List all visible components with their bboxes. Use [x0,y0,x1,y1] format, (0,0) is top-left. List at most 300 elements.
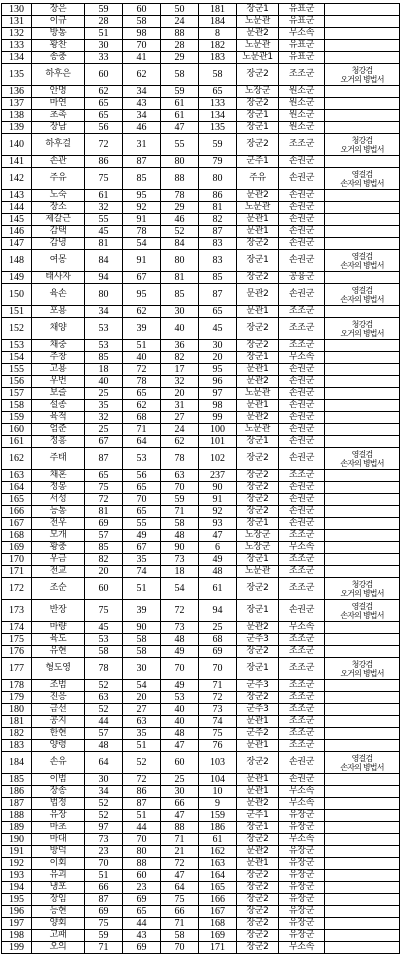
officer-items-cell [325,942,400,954]
officer-faction-cell: 조조군 [279,578,325,600]
table-row [2,412,400,424]
stat-2-cell: 56 [123,470,161,482]
officer-name-cell: 고용 [32,364,85,376]
officer-class-cell: 노장군 [237,530,279,542]
officer-name-cell: 채중 [32,340,85,352]
stat-3-cell: 70 [161,658,199,680]
officer-items-cell [325,740,400,752]
stat-4-cell: 20 [199,352,237,364]
officer-name-cell: 유현 [32,646,85,658]
stat-1-cell: 55 [85,214,123,226]
stat-2-cell: 91 [123,250,161,272]
officer-id-cell: 149 [2,272,32,284]
officer-name-cell: 이범 [32,774,85,786]
officer-items-cell [325,646,400,658]
officer-faction-cell: 손권군 [279,190,325,202]
stat-1-cell: 60 [85,578,123,600]
stat-1-cell: 81 [85,238,123,250]
stat-1-cell: 23 [85,846,123,858]
officer-items-cell [325,566,400,578]
officer-class-cell: 장군2 [237,318,279,340]
officer-items-cell [325,388,400,400]
officer-faction-cell: 조조군 [279,306,325,318]
stat-1-cell: 34 [85,306,123,318]
officer-id-cell: 178 [2,680,32,692]
stat-3-cell: 36 [161,340,199,352]
officer-name-cell: 전우 [32,518,85,530]
officer-class-cell: 문관1 [237,364,279,376]
officer-items-cell [325,52,400,64]
officer-name-cell: 방통 [32,28,85,40]
officer-class-cell: 군주3 [237,704,279,716]
officer-id-cell: 163 [2,470,32,482]
table-row [2,518,400,530]
officer-class-cell: 장군1 [237,554,279,566]
table-row [2,600,400,622]
officer-id-cell: 133 [2,40,32,52]
officer-faction-cell: 유표군 [279,40,325,52]
officer-items-cell: 영걸검 손자의 병법서 [325,600,400,622]
stat-2-cell: 67 [123,272,161,284]
stat-3-cell: 80 [161,156,199,168]
officer-name-cell: 주창 [32,352,85,364]
table-row [2,424,400,436]
stat-2-cell: 78 [123,226,161,238]
stat-3-cell: 61 [161,98,199,110]
stat-2-cell: 90 [123,622,161,634]
officer-faction-cell: 무소속 [279,542,325,554]
officer-faction-cell: 원소군 [279,122,325,134]
officer-class-cell: 노문관 [237,202,279,214]
officer-items-cell [325,692,400,704]
stat-2-cell: 51 [123,810,161,822]
table-row [2,774,400,786]
officer-faction-cell: 유장군 [279,822,325,834]
officer-class-cell: 노문관 [237,388,279,400]
officer-faction-cell: 손권군 [279,156,325,168]
stat-1-cell: 25 [85,424,123,436]
stat-3-cell: 30 [161,786,199,798]
stat-3-cell: 30 [161,306,199,318]
officer-name-cell: 마초 [32,822,85,834]
officer-faction-cell: 유표군 [279,52,325,64]
stat-3-cell: 73 [161,622,199,634]
table-row [2,680,400,692]
stat-4-cell: 69 [199,646,237,658]
stat-2-cell: 60 [123,4,161,16]
stat-2-cell: 43 [123,930,161,942]
stat-4-cell: 87 [199,226,237,238]
officer-id-cell: 152 [2,318,32,340]
stat-4-cell: 163 [199,858,237,870]
officer-id-cell: 145 [2,214,32,226]
officer-name-cell: 능통 [32,506,85,518]
officer-id-cell: 193 [2,870,32,882]
stat-3-cell: 85 [161,284,199,306]
officer-faction-cell: 손권군 [279,376,325,388]
stat-2-cell: 62 [123,306,161,318]
stat-3-cell: 81 [161,272,199,284]
table-row [2,858,400,870]
officer-name-cell: 감택 [32,226,85,238]
stat-4-cell: 30 [199,340,237,352]
stat-2-cell: 44 [123,822,161,834]
officer-class-cell: 문관1 [237,774,279,786]
stat-2-cell: 65 [123,906,161,918]
table-row [2,542,400,554]
table-row [2,728,400,740]
officer-id-cell: 156 [2,376,32,388]
officer-class-cell: 장군2 [237,882,279,894]
officer-faction-cell: 조조군 [279,634,325,646]
officer-id-cell: 160 [2,424,32,436]
stat-2-cell: 34 [123,86,161,98]
officer-id-cell: 173 [2,600,32,622]
stat-2-cell: 58 [123,646,161,658]
stat-4-cell: 74 [199,716,237,728]
stat-3-cell: 78 [161,448,199,470]
stat-3-cell: 58 [161,930,199,942]
table-row [2,716,400,728]
officer-items-cell [325,542,400,554]
officer-items-cell [325,518,400,530]
stat-3-cell: 62 [161,436,199,448]
table-row [2,658,400,680]
officer-items-cell [325,28,400,40]
officer-id-cell: 171 [2,566,32,578]
officer-faction-cell: 유장군 [279,846,325,858]
officer-faction-cell: 손권군 [279,168,325,190]
officer-name-cell: 육도 [32,634,85,646]
table-row [2,942,400,954]
officer-items-cell [325,870,400,882]
officer-id-cell: 136 [2,86,32,98]
table-row [2,156,400,168]
stat-3-cell: 47 [161,122,199,134]
officer-items-cell [325,98,400,110]
officer-items-cell [325,798,400,810]
officer-id-cell: 138 [2,110,32,122]
stat-2-cell: 35 [123,554,161,566]
stat-1-cell: 71 [85,942,123,954]
stat-4-cell: 181 [199,4,237,16]
officer-name-cell: 금선 [32,704,85,716]
stat-1-cell: 52 [85,680,123,692]
officer-class-cell: 장군2 [237,870,279,882]
stat-1-cell: 51 [85,870,123,882]
stat-4-cell: 168 [199,918,237,930]
officer-items-cell: 청강검 오거의 병법서 [325,64,400,86]
table-row [2,436,400,448]
stat-4-cell: 58 [199,64,237,86]
stat-2-cell: 35 [123,728,161,740]
stat-1-cell: 81 [85,506,123,518]
stat-3-cell: 90 [161,542,199,554]
officer-class-cell: 장군2 [237,494,279,506]
officer-id-cell: 135 [2,64,32,86]
officer-id-cell: 174 [2,622,32,634]
stat-1-cell: 59 [85,4,123,16]
table-row [2,226,400,238]
stat-1-cell: 30 [85,40,123,52]
officer-id-cell: 194 [2,882,32,894]
stat-3-cell: 52 [161,226,199,238]
stat-4-cell: 86 [199,190,237,202]
table-row [2,40,400,52]
stat-2-cell: 31 [123,134,161,156]
stat-4-cell: 167 [199,906,237,918]
officer-items-cell [325,16,400,28]
officer-name-cell: 마대 [32,834,85,846]
officer-items-cell [325,86,400,98]
officer-name-cell: 전교 [32,566,85,578]
officer-items-cell: 영걸검 손자의 병법서 [325,284,400,306]
officer-name-cell: 이회 [32,858,85,870]
officer-id-cell: 157 [2,388,32,400]
stat-2-cell: 95 [123,190,161,202]
officer-items-cell [325,340,400,352]
officer-class-cell: 노장군 [237,542,279,554]
officer-faction-cell: 손권군 [279,448,325,470]
table-row [2,64,400,86]
officer-class-cell: 장군1 [237,4,279,16]
officer-items-cell [325,634,400,646]
stat-3-cell: 59 [161,86,199,98]
stat-2-cell: 54 [123,238,161,250]
stat-2-cell: 91 [123,214,161,226]
officer-faction-cell: 원소군 [279,98,325,110]
officer-class-cell: 장군2 [237,64,279,86]
officer-name-cell: 황찬 [32,40,85,52]
officer-items-cell [325,786,400,798]
table-row [2,918,400,930]
table-row [2,168,400,190]
officer-class-cell: 장군2 [237,482,279,494]
officer-name-cell: 채혼 [32,470,85,482]
officer-items-cell [325,424,400,436]
officer-items-cell: 청강검 오거의 병법서 [325,578,400,600]
stat-2-cell: 85 [123,168,161,190]
stat-4-cell: 83 [199,250,237,272]
officer-class-cell: 장군2 [237,918,279,930]
officer-class-cell: 노장군 [237,86,279,98]
stat-4-cell: 81 [199,202,237,214]
stat-2-cell: 41 [123,52,161,64]
stat-1-cell: 97 [85,822,123,834]
officer-items-cell [325,822,400,834]
stat-1-cell: 51 [85,28,123,40]
officer-name-cell: 하후걸 [32,134,85,156]
officer-id-cell: 199 [2,942,32,954]
stat-1-cell: 85 [85,542,123,554]
stat-2-cell: 70 [123,834,161,846]
officer-class-cell: 군주1 [237,810,279,822]
stat-3-cell: 48 [161,530,199,542]
stat-1-cell: 73 [85,834,123,846]
table-row [2,870,400,882]
officer-faction-cell: 공융군 [279,272,325,284]
stat-1-cell: 65 [85,98,123,110]
stat-1-cell: 72 [85,494,123,506]
officer-id-cell: 182 [2,728,32,740]
officer-name-cell: 육적 [32,412,85,424]
stat-4-cell: 99 [199,412,237,424]
officer-id-cell: 134 [2,52,32,64]
officer-items-cell: 청강검 오거의 병법서 [325,134,400,156]
stat-4-cell: 133 [199,98,237,110]
stat-1-cell: 94 [85,272,123,284]
officer-class-cell: 문관1 [237,786,279,798]
stat-3-cell: 58 [161,64,199,86]
stat-4-cell: 237 [199,470,237,482]
officer-class-cell: 문관2 [237,412,279,424]
officer-faction-cell: 손권군 [279,202,325,214]
officer-faction-cell: 조조군 [279,318,325,340]
stat-1-cell: 70 [85,858,123,870]
officer-class-cell: 장군2 [237,834,279,846]
officer-name-cell: 이규 [32,16,85,28]
stat-3-cell: 88 [161,822,199,834]
officer-name-cell: 장송 [32,786,85,798]
officer-name-cell: 엄준 [32,424,85,436]
officer-faction-cell: 유장군 [279,894,325,906]
table-row [2,284,400,306]
table-row [2,786,400,798]
officer-faction-cell: 조조군 [279,728,325,740]
stat-2-cell: 70 [123,40,161,52]
stat-1-cell: 57 [85,530,123,542]
officer-items-cell [325,882,400,894]
officer-class-cell: 문관2 [237,376,279,388]
officer-id-cell: 191 [2,846,32,858]
officer-items-cell [325,122,400,134]
stat-4-cell: 135 [199,122,237,134]
stat-1-cell: 80 [85,284,123,306]
stat-1-cell: 28 [85,16,123,28]
officer-items-cell [325,622,400,634]
officer-faction-cell: 손권군 [279,436,325,448]
stat-1-cell: 20 [85,566,123,578]
stat-3-cell: 48 [161,634,199,646]
table-row [2,822,400,834]
officer-class-cell: 문관1 [237,306,279,318]
stat-2-cell: 51 [123,578,161,600]
stat-1-cell: 52 [85,704,123,716]
officer-name-cell: 포용 [32,306,85,318]
officer-faction-cell: 무소속 [279,28,325,40]
stat-1-cell: 63 [85,692,123,704]
officer-id-cell: 158 [2,400,32,412]
officer-name-cell: 우번 [32,376,85,388]
stat-3-cell: 29 [161,52,199,64]
stat-2-cell: 20 [123,692,161,704]
officer-name-cell: 반장 [32,600,85,622]
stat-2-cell: 71 [123,424,161,436]
officer-items-cell [325,470,400,482]
officer-name-cell: 한현 [32,728,85,740]
officer-faction-cell: 손권군 [279,238,325,250]
officer-name-cell: 장임 [32,894,85,906]
officer-class-cell: 장군2 [237,506,279,518]
officer-class-cell: 노문관 [237,40,279,52]
officer-class-cell: 문관1 [237,400,279,412]
officer-items-cell [325,810,400,822]
stat-4-cell: 92 [199,506,237,518]
officer-class-cell: 노문관 [237,16,279,28]
officer-items-cell [325,376,400,388]
officer-class-cell: 군주1 [237,156,279,168]
stat-2-cell: 51 [123,340,161,352]
officer-id-cell: 148 [2,250,32,272]
officer-class-cell: 장군1 [237,822,279,834]
stat-1-cell: 35 [85,400,123,412]
officer-class-cell: 장군2 [237,340,279,352]
stat-2-cell: 65 [123,482,161,494]
officer-items-cell: 청강검 오거의 병법서 [325,318,400,340]
officer-items-cell [325,680,400,692]
stat-4-cell: 76 [199,740,237,752]
officer-faction-cell: 손권군 [279,518,325,530]
stat-4-cell: 25 [199,622,237,634]
stat-4-cell: 182 [199,40,237,52]
stat-1-cell: 69 [85,906,123,918]
officer-id-cell: 154 [2,352,32,364]
officer-class-cell: 장군2 [237,470,279,482]
stat-2-cell: 27 [123,704,161,716]
stat-1-cell: 58 [85,646,123,658]
officer-items-cell [325,364,400,376]
officer-id-cell: 132 [2,28,32,40]
officer-id-cell: 131 [2,16,32,28]
table-row [2,834,400,846]
stat-3-cell: 40 [161,716,199,728]
officer-id-cell: 183 [2,740,32,752]
officer-faction-cell: 손권군 [279,364,325,376]
stat-3-cell: 53 [161,692,199,704]
officer-faction-cell: 손권군 [279,774,325,786]
table-row [2,134,400,156]
table-row [2,622,400,634]
officer-class-cell: 장군2 [237,752,279,774]
officer-faction-cell: 유표군 [279,4,325,16]
officer-class-cell: 군주3 [237,680,279,692]
officer-items-cell [325,352,400,364]
stat-1-cell: 53 [85,318,123,340]
officer-faction-cell: 조조군 [279,64,325,86]
table-row [2,272,400,284]
stat-3-cell: 78 [161,190,199,202]
officer-name-cell: 안명 [32,86,85,98]
stat-1-cell: 62 [85,86,123,98]
officer-faction-cell: 조조군 [279,658,325,680]
officer-name-cell: 형도영 [32,658,85,680]
officer-id-cell: 167 [2,518,32,530]
stat-4-cell: 61 [199,578,237,600]
stat-4-cell: 65 [199,306,237,318]
stat-4-cell: 91 [199,494,237,506]
stat-4-cell: 45 [199,318,237,340]
stat-1-cell: 44 [85,716,123,728]
officer-items-cell [325,190,400,202]
table-row [2,692,400,704]
stat-4-cell: 83 [199,238,237,250]
officer-items-cell [325,728,400,740]
table-row [2,52,400,64]
stat-3-cell: 70 [161,482,199,494]
officer-name-cell: 공지 [32,716,85,728]
stat-3-cell: 61 [161,110,199,122]
stat-1-cell: 87 [85,894,123,906]
